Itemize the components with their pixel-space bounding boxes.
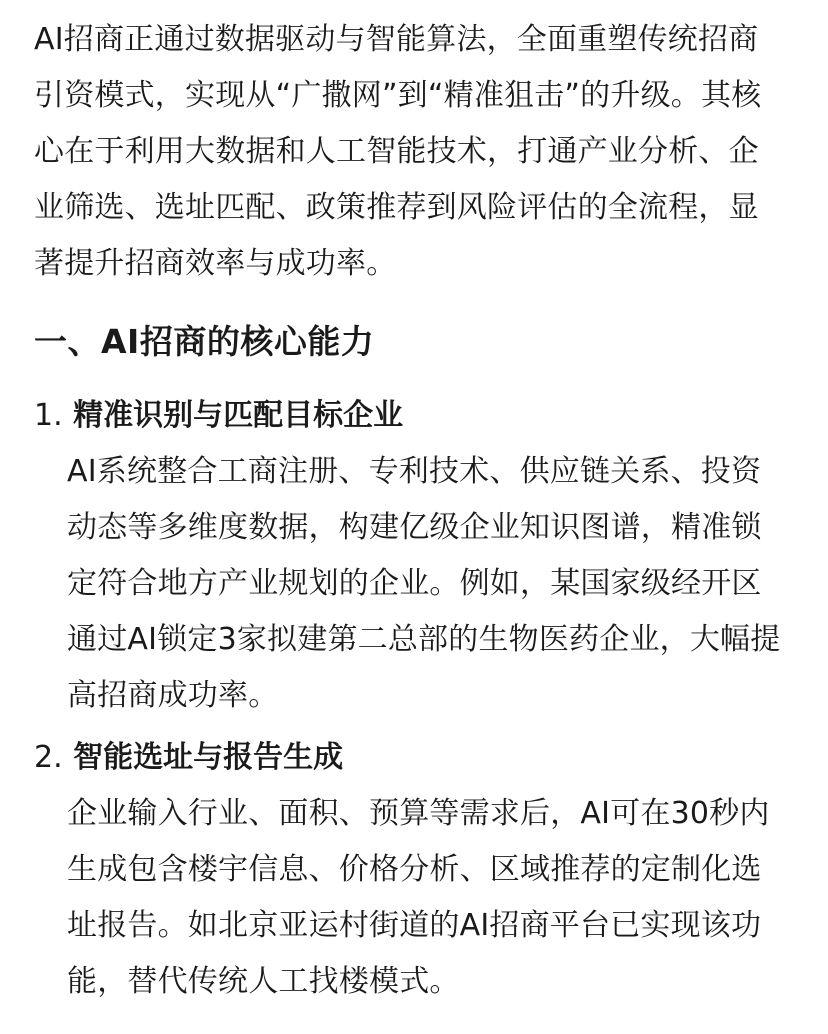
item-title-1 bbox=[34, 388, 788, 444]
intro-paragraph: AI招商正通过数据驱动与智能算法，全面重塑传统招商引资模式，实现从“广撒网”到“精准狙击”的升级。其核心在于利用大数据和人工智能技术，打通产业分析、企业筛选、选址匹配、政策推荐到风险评估的全流程，显著提升招商效率与成功率。 bbox=[34, 22, 762, 281]
item-title-2 bbox=[34, 730, 788, 786]
item-body-1: AI系统整合工商注册、专利技术、供应链关系、投资动态等多维度数据，构建亿级企业知识图谱，精准锁定符合地方产业规划的企业。例如，某国家级经开区通过AI锁定3家拟建第二总部的生物医药企业，大幅提高招商成功率。 bbox=[67, 454, 781, 713]
section-heading: 一、AI招商的核心能力 bbox=[34, 322, 375, 361]
item-number-2: 2. bbox=[34, 740, 63, 775]
capability-item-1 bbox=[34, 388, 788, 724]
item-body-2: 企业输入行业、面积、预算等需求后，AI可在30秒内生成包含楼宇信息、价格分析、区域推荐的定制化选址报告。如北京亚运村街道的AI招商平台已实现该功能，替代传统人工找楼模式。 bbox=[67, 796, 770, 999]
capability-item-2 bbox=[34, 730, 788, 1010]
item-number-1: 1. bbox=[34, 398, 63, 433]
item-title-text-1: 精准识别与匹配目标企业 bbox=[73, 398, 404, 433]
item-title-text-2: 智能选址与报告生成 bbox=[73, 740, 344, 775]
